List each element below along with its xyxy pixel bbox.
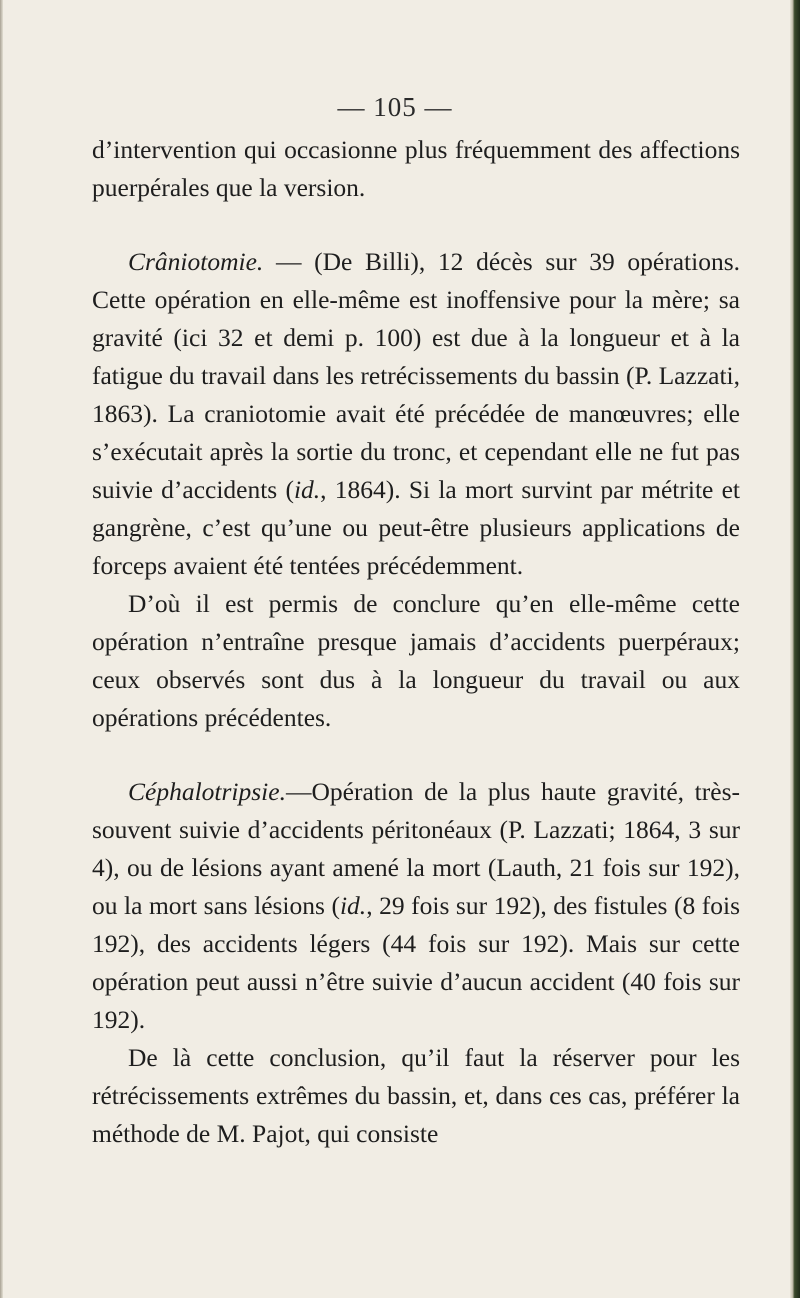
- book-binding-edge: [790, 0, 800, 1298]
- paragraph-text: d’intervention qui occasionne plus fréquemment des affections puerpérales que la version.: [92, 135, 740, 202]
- reference-id: id.: [339, 891, 367, 920]
- section-heading-cephalotripsie: Céphalotripsie.: [128, 777, 286, 806]
- paragraph-intervention: [92, 131, 740, 207]
- section-heading-craniotomie: Crâniotomie.: [128, 247, 264, 276]
- paragraph-cephalotripsie: [92, 773, 740, 1039]
- paragraph-conclusion-cephalotripsie: [92, 1039, 740, 1153]
- paragraph-text: De là cette conclusion, qu’il faut la réserver pour les rétrécissements extrêmes du bassin, et, dans ces cas, préférer la méthode de M. Pajot, qui consiste: [92, 1043, 740, 1148]
- paragraph-craniotomie: [92, 243, 740, 585]
- paragraph-conclusion-craniotomie: [92, 585, 740, 737]
- paragraph-text: — (De Billi), 12 décès sur 39 opérations. Cette opération en elle-même est inoffensive pour la mère; sa gravité (ici 32 et demi p. 100) est due à la longueur et à la fatigue du travail dans les retrécissements du bassin (P. Lazzati, 1863). La craniotomie avait été précédée de manœuvres; elle s’exécutait après la sortie du tronc, et cependant elle ne fut pas suivie d’accidents (: [92, 247, 740, 504]
- paragraph-text: , 29 fois sur 192), des fistules (8 fois 192), des accidents légers (44 fois sur 192). Mais sur cette opération peut aussi n’être suivie d’aucun accident (40 fois sur 192).: [92, 891, 740, 1034]
- reference-id: id.: [293, 475, 321, 504]
- paragraph-text: D’où il est permis de conclure qu’en elle-même cette opération n’entraîne presque jamais d’accidents puerpéraux; ceux observés sont dus à la longueur du travail ou aux opérations précédentes.: [92, 589, 740, 732]
- page-number: — 105 —: [337, 92, 453, 122]
- page-left-edge: [0, 0, 3, 1298]
- body-text: [92, 131, 740, 1153]
- paragraph-text: —Opération de la plus haute gravité, très-souvent suivie d’accidents péritonéaux (P. Lazzati; 1864, 3 sur 4), ou de lésions ayant amené la mort (Lauth, 21 fois sur 192), ou la mort sans lésions (: [92, 777, 740, 920]
- paragraph-text: , 1864). Si la mort survint par métrite et gangrène, c’est qu’une ou peut-être plusieurs applications de forceps avaient été tentées précédemment.: [92, 475, 740, 580]
